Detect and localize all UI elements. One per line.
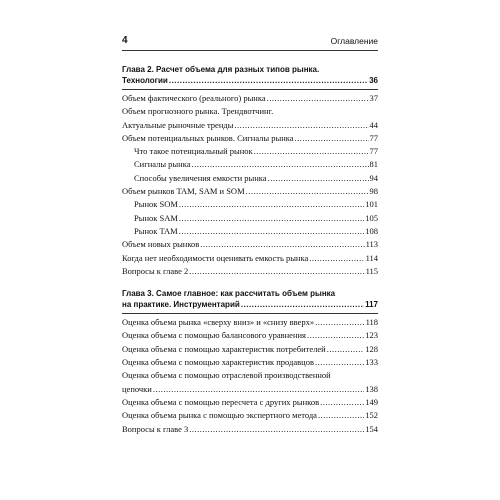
running-title: Оглавление — [330, 36, 378, 46]
toc-entry[interactable]: Объем рынков TAM, SAM и SOM ..... 98 — [122, 185, 378, 198]
toc-entry[interactable]: Объем прогнозного рынка. Трендвотчинг. Актуальные рыночные тренды ..... 44 — [122, 105, 378, 132]
leader-dots — [179, 212, 364, 225]
leader-dots — [191, 158, 368, 171]
leader-dots — [153, 383, 364, 396]
leader-dots — [189, 265, 364, 278]
leader-dots — [320, 396, 364, 409]
toc-subentry[interactable]: Сигналы рынка ..... 81 — [122, 158, 378, 171]
leader-dots — [254, 145, 369, 158]
leader-dots — [241, 299, 364, 310]
leader-dots — [200, 238, 364, 251]
toc-subentry[interactable]: Рынок SAM ..... 105 — [122, 212, 378, 225]
leader-dots — [234, 119, 368, 132]
leader-dots — [315, 316, 364, 329]
leader-dots — [179, 225, 365, 238]
toc-entry[interactable]: Оценка объема рынка «сверху вниз» и «снизу вверх» ..... 118 — [122, 316, 378, 329]
toc-entry[interactable]: Объем новых рынков ..... 113 — [122, 238, 378, 251]
header-divider — [122, 50, 378, 51]
chapter-divider — [122, 313, 378, 314]
toc-entry-chapter-3[interactable]: на практике. Инструментарий ..... 117 — [122, 299, 378, 310]
toc-entry[interactable]: Когда нет необходимости оценивать емкость рынка ..... 114 — [122, 252, 378, 265]
chapter-divider — [122, 89, 378, 90]
leader-dots — [169, 75, 368, 86]
toc-entry[interactable]: Оценка объема с помощью пересчета с других рынков ..... 149 — [122, 396, 378, 409]
chapter-3-title: Глава 3. Самое главное: как рассчитать объем рынка — [122, 289, 336, 299]
leader-dots — [179, 198, 364, 211]
toc-entry[interactable]: Объем потенциальных рынков. Сигналы рынка ..... 77 — [122, 132, 378, 145]
chapter-2-title: Глава 2. Расчет объема для разных типов рынка. — [122, 65, 320, 74]
leader-dots — [246, 185, 369, 198]
toc-subentry[interactable]: Рынок SOM ..... 101 — [122, 198, 378, 211]
leader-dots — [309, 252, 364, 265]
leader-dots — [268, 172, 369, 185]
page-header — [122, 35, 378, 49]
toc-subentry[interactable]: Что такое потенциальный рынок ..... 77 — [122, 145, 378, 158]
page-number: 4 — [122, 35, 128, 46]
toc-entry[interactable]: Оценка объема с помощью характеристик продавцов ..... 133 — [122, 356, 378, 369]
toc-entry[interactable]: Объем фактического (реального) рынка ..... 37 — [122, 92, 378, 105]
leader-dots — [295, 132, 369, 145]
leader-dots — [267, 92, 369, 105]
leader-dots — [318, 409, 364, 422]
toc-subentry[interactable]: Рынок TAM ..... 108 — [122, 225, 378, 238]
toc-subentry[interactable]: Способы увеличения емкости рынка ..... 94 — [122, 172, 378, 185]
table-of-contents — [122, 60, 378, 436]
toc-entry[interactable]: Вопросы к главе 3 ..... 154 — [122, 423, 378, 436]
leader-dots — [327, 343, 365, 356]
toc-entry[interactable]: Вопросы к главе 2 ..... 115 — [122, 265, 378, 278]
leader-dots — [315, 356, 364, 369]
toc-entry[interactable]: Оценка объема с помощью характеристик потребителей ..... 128 — [122, 343, 378, 356]
leader-dots — [189, 423, 364, 436]
leader-dots — [307, 329, 364, 342]
toc-entry[interactable]: Оценка объема рынка с помощью экспертного метода ..... 152 — [122, 409, 378, 422]
toc-entry-chapter-2[interactable]: Технологии ..... 36 — [122, 75, 378, 86]
toc-entry[interactable]: Оценка объема с помощью отраслевой производственной цепочки ..... 138 — [122, 369, 378, 396]
toc-entry[interactable]: Оценка объема с помощью балансового уравнения ..... 123 — [122, 329, 378, 342]
